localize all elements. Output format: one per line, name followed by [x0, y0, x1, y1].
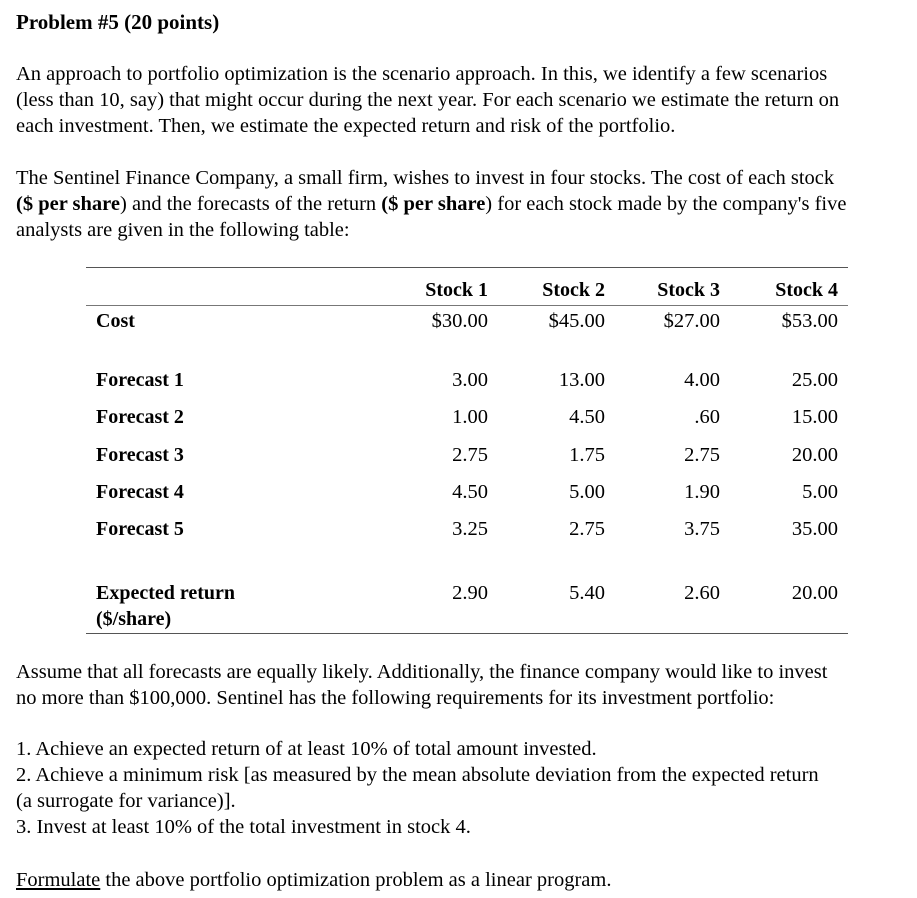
- header-stock-1: Stock 1: [425, 279, 488, 301]
- forecast-cell: 4.00: [684, 369, 720, 391]
- forecast-label: Forecast 4: [96, 481, 184, 503]
- bold-unit: ($ per share: [16, 193, 121, 215]
- forecast-cell: 2.75: [569, 518, 605, 540]
- forecast-cell: 3.25: [452, 518, 488, 540]
- intro-paragraph: [16, 61, 899, 139]
- company-line: analysts are given in the following table:: [16, 219, 350, 241]
- header-stock-2: Stock 2: [542, 279, 605, 301]
- expected-unit-label: ($/share): [96, 608, 172, 630]
- forecast-cell: 15.00: [791, 406, 838, 428]
- requirement-item: 1. Achieve an expected return of at least 10% of total amount invested.: [16, 738, 597, 760]
- forecast-cell: 1.00: [452, 406, 488, 428]
- requirements-list: [16, 736, 899, 840]
- cost-cell: $53.00: [781, 310, 838, 332]
- cost-label: Cost: [96, 310, 135, 332]
- company-text: ) and the forecasts of the return: [120, 193, 382, 215]
- expected-cell: 20.00: [791, 582, 838, 604]
- forecast-label: Forecast 1: [96, 369, 184, 391]
- company-paragraph: [16, 165, 899, 243]
- requirement-item: (a surrogate for variance)].: [16, 790, 236, 812]
- assumption-line: no more than $100,000. Sentinel has the following requirements for its investment portfolio:: [16, 687, 775, 709]
- forecast-cell: 1.75: [569, 444, 605, 466]
- forecast-cell: 3.00: [452, 369, 488, 391]
- header-stock-3: Stock 3: [657, 279, 720, 301]
- expected-cell: 2.90: [452, 582, 488, 604]
- expected-label: Expected return: [96, 582, 236, 604]
- cost-cell: $30.00: [431, 310, 488, 332]
- requirement-item: 2. Achieve a minimum risk [as measured by the mean absolute deviation from the expected return: [16, 764, 819, 786]
- intro-line: An approach to portfolio optimization is the scenario approach. In this, we identify a few scenarios: [16, 63, 828, 85]
- company-text: ) for each stock made by the company's five: [485, 193, 847, 215]
- forecast-cell: 2.75: [684, 444, 720, 466]
- forecast-cell: 5.00: [802, 481, 838, 503]
- company-line: The Sentinel Finance Company, a small firm, wishes to invest in four stocks. The cost of each stock: [16, 167, 835, 189]
- task-text: the above portfolio optimization problem as a linear program.: [100, 869, 612, 891]
- assumption-line: Assume that all forecasts are equally likely. Additionally, the finance company would like to invest: [16, 661, 828, 683]
- table-header-divider: [86, 305, 848, 306]
- forecast-cell: 35.00: [791, 518, 838, 540]
- header-stock-4: Stock 4: [775, 279, 838, 301]
- expected-cell: 2.60: [684, 582, 720, 604]
- forecast-label: Forecast 2: [96, 406, 184, 428]
- forecast-cell: 20.00: [791, 444, 838, 466]
- forecast-cell: 3.75: [684, 518, 720, 540]
- forecast-cell: 25.00: [791, 369, 838, 391]
- forecast-label: Forecast 5: [96, 518, 184, 540]
- forecast-label: Forecast 3: [96, 444, 184, 466]
- cost-cell: $27.00: [663, 310, 720, 332]
- forecast-cell: 4.50: [452, 481, 488, 503]
- forecast-cell: 5.00: [569, 481, 605, 503]
- formulate-word: Formulate: [16, 869, 101, 891]
- cost-cell: $45.00: [548, 310, 605, 332]
- intro-line: (less than 10, say) that might occur during the next year. For each scenario we estimate the return on: [16, 89, 840, 111]
- forecast-cell: 4.50: [569, 406, 605, 428]
- forecast-cell: 13.00: [558, 369, 605, 391]
- forecast-cell: 2.75: [452, 444, 488, 466]
- task-statement: [16, 867, 899, 893]
- intro-line: each investment. Then, we estimate the expected return and risk of the portfolio.: [16, 115, 676, 137]
- forecast-cell: .60: [694, 406, 720, 428]
- company-line: [16, 191, 899, 217]
- assumption-paragraph: [16, 659, 899, 711]
- problem-title: Problem #5 (20 points): [16, 10, 220, 34]
- bold-unit: ($ per share: [381, 193, 486, 215]
- expected-cell: 5.40: [569, 582, 605, 604]
- forecast-cell: 1.90: [684, 481, 720, 503]
- requirement-item: 3. Invest at least 10% of the total investment in stock 4.: [16, 816, 471, 838]
